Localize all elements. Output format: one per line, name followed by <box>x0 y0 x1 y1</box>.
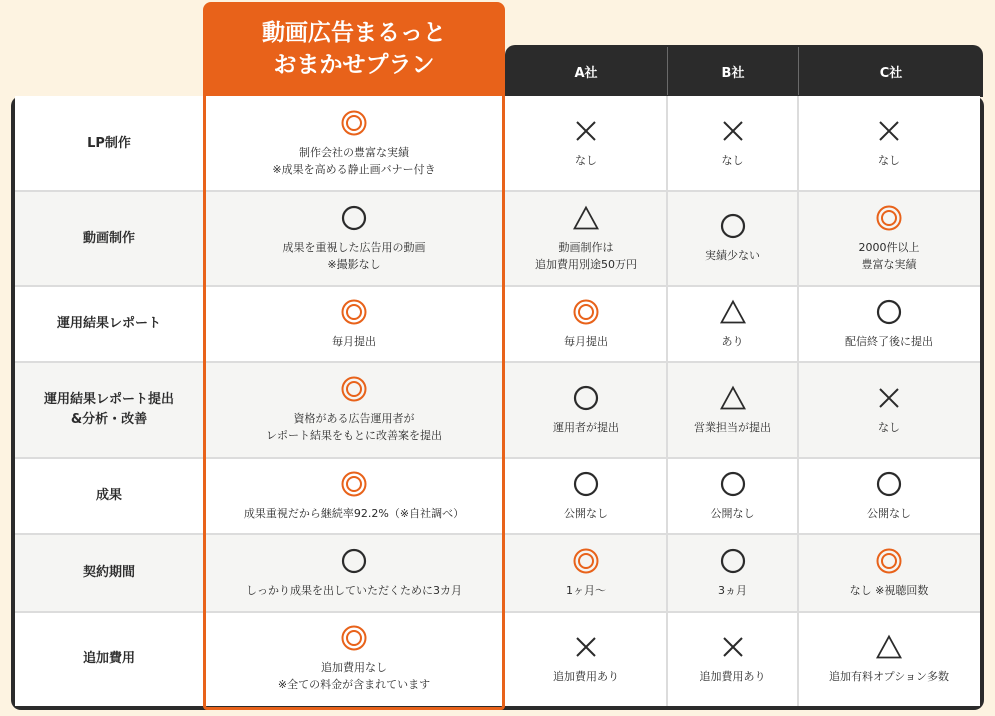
cross-icon <box>876 385 902 411</box>
table-row <box>15 286 980 362</box>
column-divider <box>797 96 799 706</box>
row-label <box>15 191 203 286</box>
cell-text: 追加費用あり <box>553 669 619 683</box>
row-label-text: 成果 <box>95 488 122 503</box>
row-divider <box>15 533 980 535</box>
plan-cell <box>203 362 505 458</box>
double-circle-icon <box>341 299 367 325</box>
row-label <box>15 458 203 534</box>
triangle-icon <box>720 299 746 325</box>
row-label <box>15 534 203 612</box>
row-label <box>15 362 203 458</box>
cross-icon <box>720 118 746 144</box>
cell-text: 毎月提出 <box>332 334 376 348</box>
double-circle-icon <box>341 376 367 402</box>
cell-text: 豊富な実績 <box>861 257 917 271</box>
table-row <box>15 191 980 286</box>
row-divider <box>15 457 980 459</box>
company-a-cell <box>505 286 667 362</box>
cell-text: ※全ての料金が含まれています <box>277 678 431 691</box>
cell-text: 追加費用別途50万円 <box>535 257 637 271</box>
circle-icon <box>720 548 746 574</box>
header-company-b: B社 <box>721 65 745 81</box>
cell-text: なし <box>575 154 597 167</box>
cell-text: 実績少ない <box>705 249 760 262</box>
circle-icon <box>876 299 902 325</box>
triangle-icon <box>720 385 746 411</box>
cell-text: レポート結果をもとに改善案を提出 <box>266 429 442 442</box>
cell-text: しっかり成果を出していただくために3カ月 <box>246 583 462 597</box>
cell-text: 制作会社の豊富な実績 <box>299 145 409 159</box>
cell-text: ※成果を高める静止画バナー付き <box>272 162 436 176</box>
cell-text: 営業担当が提出 <box>694 420 771 434</box>
cross-icon <box>573 118 599 144</box>
cell-text: 追加有料オプション多数 <box>828 669 949 683</box>
cell-text: 成果を重視した広告用の動画 <box>282 240 426 254</box>
double-circle-icon <box>573 299 599 325</box>
row-label <box>15 612 203 706</box>
company-b-cell <box>667 612 798 706</box>
table-row <box>15 534 980 612</box>
company-a-cell <box>505 458 667 534</box>
cell-text: なし <box>721 154 744 167</box>
company-a-cell <box>505 191 667 286</box>
cell-text: 2000件以上 <box>858 240 920 254</box>
row-label <box>15 286 203 362</box>
cell-text: 3ヵ月 <box>718 583 747 597</box>
cell-text: なし <box>878 154 900 167</box>
company-c-cell <box>798 286 980 362</box>
cell-text: 公開なし <box>564 506 608 520</box>
row-label <box>15 96 203 191</box>
row-label-text: 運用結果レポート <box>56 316 161 331</box>
company-c-cell <box>798 96 980 191</box>
table-row <box>15 96 980 191</box>
double-circle-icon <box>876 548 902 574</box>
plan-header <box>203 2 505 96</box>
table-row <box>15 362 980 458</box>
cell-text: 追加費用なし <box>321 661 387 674</box>
table-row <box>15 458 980 534</box>
double-circle-icon <box>341 471 367 497</box>
row-divider <box>15 361 980 363</box>
company-c-cell <box>798 458 980 534</box>
header-company-a: A社 <box>574 65 598 81</box>
cell-text: 公開なし <box>710 506 755 520</box>
cross-icon <box>876 118 902 144</box>
company-a-cell <box>505 612 667 706</box>
company-c-cell <box>798 362 980 458</box>
company-c-cell <box>798 612 980 706</box>
company-c-cell <box>798 191 980 286</box>
company-c-cell <box>798 534 980 612</box>
row-label-text: 動画制作 <box>82 230 135 246</box>
cell-text: 毎月提出 <box>564 334 608 348</box>
cell-text: あり <box>721 334 744 348</box>
double-circle-icon <box>341 110 367 136</box>
company-a-cell <box>505 534 667 612</box>
cell-text: なし ※視聴回数 <box>849 583 929 597</box>
cell-text: 公開なし <box>867 506 911 520</box>
triangle-icon <box>876 634 902 660</box>
cross-icon <box>573 634 599 660</box>
cell-text: なし <box>878 420 900 434</box>
circle-icon <box>573 471 599 497</box>
company-b-cell <box>667 362 798 458</box>
circle-icon <box>341 548 367 574</box>
plan-title-line1: 動画広告まるっと <box>262 20 446 46</box>
header-company-c: C社 <box>879 65 903 81</box>
cross-icon <box>720 634 746 660</box>
double-circle-icon <box>876 205 902 231</box>
cell-text: 資格がある広告運用者が <box>293 412 415 425</box>
company-b-cell <box>667 458 798 534</box>
table-row <box>15 612 980 706</box>
company-b-cell <box>667 96 798 191</box>
plan-cell <box>203 534 505 612</box>
plan-title-line2: おまかせプラン <box>273 52 435 78</box>
row-divider <box>15 190 980 192</box>
plan-cell <box>203 612 505 706</box>
row-label-text: &分析・改善 <box>70 412 148 427</box>
cell-text: 追加費用あり <box>699 669 766 683</box>
cell-text: ※撮影なし <box>327 257 381 271</box>
row-divider <box>15 611 980 613</box>
company-a-cell <box>505 96 667 191</box>
circle-icon <box>573 385 599 411</box>
row-label-text: LP制作 <box>87 135 131 151</box>
plan-cell <box>203 286 505 362</box>
plan-cell <box>203 96 505 191</box>
circle-icon <box>720 213 746 239</box>
cell-text: 1ヶ月～ <box>566 583 606 597</box>
company-b-cell <box>667 534 798 612</box>
cell-text: 運用者が提出 <box>553 420 619 434</box>
double-circle-icon <box>573 548 599 574</box>
company-a-cell <box>505 362 667 458</box>
plan-cell <box>203 191 505 286</box>
company-b-cell <box>667 286 798 362</box>
cell-text: 成果重視だから継続率92.2%（※自社調べ） <box>243 506 465 520</box>
cell-text: 動画制作は <box>558 240 614 254</box>
cell-text: 配信終了後に提出 <box>845 334 933 348</box>
row-label-text: 追加費用 <box>82 651 135 666</box>
triangle-icon <box>573 205 599 231</box>
double-circle-icon <box>341 625 367 651</box>
row-divider <box>15 285 980 287</box>
circle-icon <box>876 471 902 497</box>
plan-cell <box>203 458 505 534</box>
row-label-text: 契約期間 <box>82 565 135 580</box>
circle-icon <box>720 471 746 497</box>
row-label-text: 運用結果レポート提出 <box>43 392 174 407</box>
column-divider <box>666 96 668 706</box>
company-b-cell <box>667 191 798 286</box>
circle-icon <box>341 205 367 231</box>
